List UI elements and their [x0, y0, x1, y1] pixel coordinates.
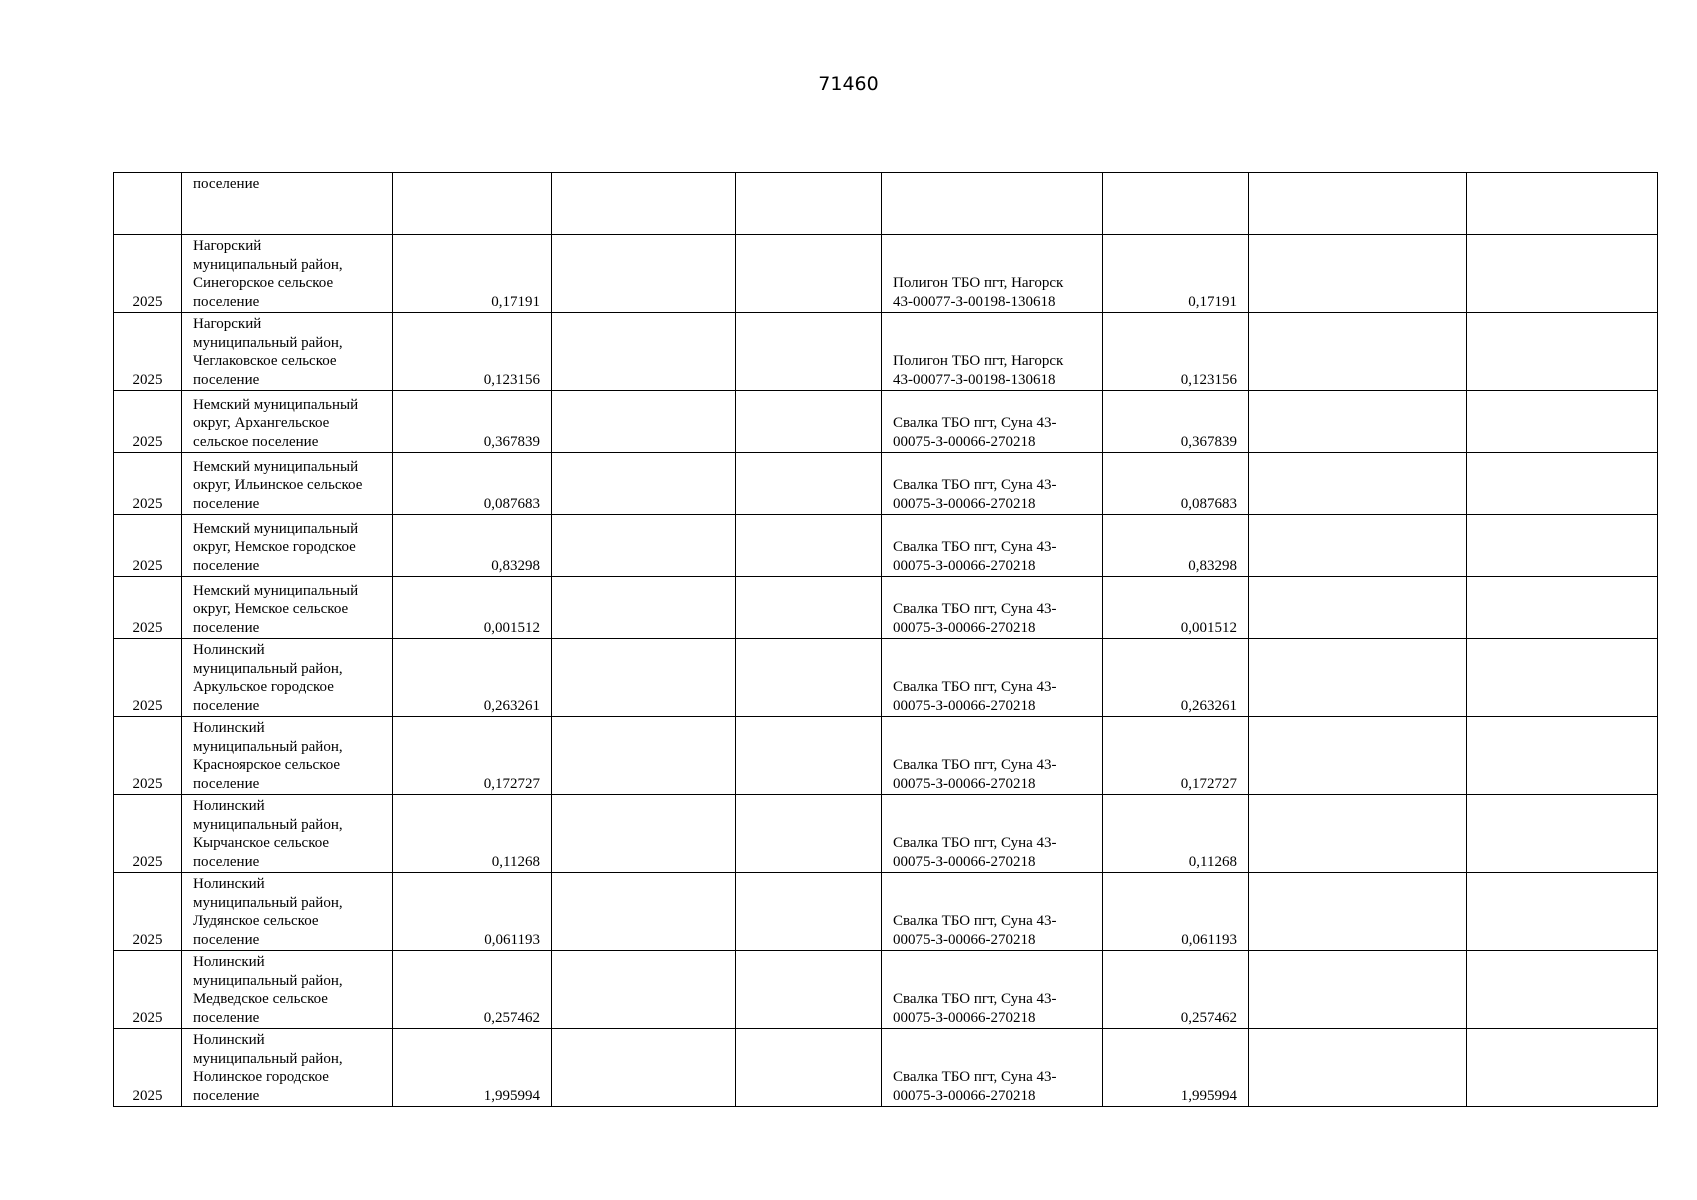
amount-cell: 0,367839: [393, 391, 552, 453]
empty-cell: [1467, 577, 1658, 639]
facility-cell: Свалка ТБО пгт, Суна 43- 00075-З-00066-270218: [882, 391, 1103, 453]
year-cell: 2025: [114, 795, 182, 873]
table-row: [114, 235, 1658, 313]
empty-cell: [1249, 453, 1467, 515]
empty-cell: [1249, 515, 1467, 577]
amount2-cell: 0,172727: [1103, 717, 1249, 795]
year-cell: [114, 173, 182, 235]
empty-cell: [1467, 639, 1658, 717]
empty-cell: [736, 173, 882, 235]
empty-cell: [736, 235, 882, 313]
amount-cell: 0,263261: [393, 639, 552, 717]
territory-cell: Нолинский муниципальный район, Медведское сельское поселение: [182, 951, 393, 1029]
empty-cell: [1249, 717, 1467, 795]
empty-cell: [1467, 795, 1658, 873]
facility-cell: Свалка ТБО пгт, Суна 43- 00075-З-00066-270218: [882, 453, 1103, 515]
empty-cell: [736, 515, 882, 577]
empty-cell: [736, 391, 882, 453]
amount2-cell: 0,17191: [1103, 235, 1249, 313]
territory-cell: Немский муниципальный округ, Немское сельское поселение: [182, 577, 393, 639]
amount-cell: 0,172727: [393, 717, 552, 795]
empty-cell: [736, 717, 882, 795]
territory-cell: Нагорский муниципальный район, Синегорское сельское поселение: [182, 235, 393, 313]
empty-cell: [1249, 1029, 1467, 1107]
empty-cell: [736, 951, 882, 1029]
empty-cell: [736, 453, 882, 515]
facility-cell: Полигон ТБО пгт, Нагорск 43-00077-З-00198-130618: [882, 235, 1103, 313]
table-body: [114, 173, 1658, 1107]
empty-cell: [552, 173, 736, 235]
table-row: [114, 873, 1658, 951]
territory-cell: Нолинский муниципальный район, Красноярское сельское поселение: [182, 717, 393, 795]
amount-cell: 1,995994: [393, 1029, 552, 1107]
facility-cell: Свалка ТБО пгт, Суна 43- 00075-З-00066-270218: [882, 951, 1103, 1029]
facility-cell: Свалка ТБО пгт, Суна 43- 00075-З-00066-270218: [882, 639, 1103, 717]
facility-cell: Свалка ТБО пгт, Суна 43- 00075-З-00066-270218: [882, 577, 1103, 639]
territory-cell: Нагорский муниципальный район, Чеглаковское сельское поселение: [182, 313, 393, 391]
table-row: [114, 639, 1658, 717]
empty-cell: [1249, 173, 1467, 235]
amount-cell: 0,83298: [393, 515, 552, 577]
empty-cell: [1467, 515, 1658, 577]
table-row: [114, 173, 1658, 235]
year-cell: 2025: [114, 577, 182, 639]
amount-cell: 0,087683: [393, 453, 552, 515]
empty-cell: [552, 391, 736, 453]
year-cell: 2025: [114, 515, 182, 577]
table-row: [114, 577, 1658, 639]
empty-cell: [1249, 951, 1467, 1029]
empty-cell: [1249, 639, 1467, 717]
empty-cell: [1467, 873, 1658, 951]
year-cell: 2025: [114, 235, 182, 313]
amount-cell: [393, 173, 552, 235]
amount2-cell: 0,257462: [1103, 951, 1249, 1029]
facility-cell: Полигон ТБО пгт, Нагорск 43-00077-З-00198-130618: [882, 313, 1103, 391]
empty-cell: [552, 515, 736, 577]
amount-cell: 0,11268: [393, 795, 552, 873]
year-cell: 2025: [114, 391, 182, 453]
table-row: [114, 1029, 1658, 1107]
facility-cell: [882, 173, 1103, 235]
territory-cell: Немский муниципальный округ, Ильинское сельское поселение: [182, 453, 393, 515]
facility-cell: Свалка ТБО пгт, Суна 43- 00075-З-00066-270218: [882, 873, 1103, 951]
table-row: [114, 717, 1658, 795]
year-cell: 2025: [114, 313, 182, 391]
empty-cell: [1467, 717, 1658, 795]
amount2-cell: 0,11268: [1103, 795, 1249, 873]
facility-cell: Свалка ТБО пгт, Суна 43- 00075-З-00066-270218: [882, 1029, 1103, 1107]
empty-cell: [552, 313, 736, 391]
facility-cell: Свалка ТБО пгт, Суна 43- 00075-З-00066-270218: [882, 795, 1103, 873]
empty-cell: [1249, 235, 1467, 313]
territory-cell: Немский муниципальный округ, Немское городское поселение: [182, 515, 393, 577]
empty-cell: [552, 639, 736, 717]
amount2-cell: 0,087683: [1103, 453, 1249, 515]
amount2-cell: 0,367839: [1103, 391, 1249, 453]
amount2-cell: 0,061193: [1103, 873, 1249, 951]
year-cell: 2025: [114, 453, 182, 515]
empty-cell: [1467, 235, 1658, 313]
empty-cell: [1467, 313, 1658, 391]
empty-cell: [1249, 795, 1467, 873]
year-cell: 2025: [114, 717, 182, 795]
amount-cell: 0,001512: [393, 577, 552, 639]
empty-cell: [1467, 173, 1658, 235]
amount2-cell: 0,83298: [1103, 515, 1249, 577]
empty-cell: [552, 577, 736, 639]
amount2-cell: 1,995994: [1103, 1029, 1249, 1107]
amount-cell: 0,123156: [393, 313, 552, 391]
empty-cell: [552, 235, 736, 313]
empty-cell: [552, 795, 736, 873]
empty-cell: [1249, 391, 1467, 453]
empty-cell: [736, 873, 882, 951]
empty-cell: [1249, 313, 1467, 391]
table-row: [114, 453, 1658, 515]
empty-cell: [552, 453, 736, 515]
empty-cell: [1249, 873, 1467, 951]
amount2-cell: 0,263261: [1103, 639, 1249, 717]
empty-cell: [736, 639, 882, 717]
territory-cell: Немский муниципальный округ, Архангельское сельское поселение: [182, 391, 393, 453]
page-number: 71460: [818, 73, 879, 95]
data-table: [113, 172, 1658, 1107]
amount2-cell: 0,123156: [1103, 313, 1249, 391]
year-cell: 2025: [114, 639, 182, 717]
empty-cell: [552, 717, 736, 795]
amount2-cell: 0,001512: [1103, 577, 1249, 639]
territory-cell: поселение: [182, 173, 393, 235]
amount-cell: 0,257462: [393, 951, 552, 1029]
amount-cell: 0,061193: [393, 873, 552, 951]
facility-cell: Свалка ТБО пгт, Суна 43- 00075-З-00066-270218: [882, 515, 1103, 577]
empty-cell: [1467, 1029, 1658, 1107]
year-cell: 2025: [114, 1029, 182, 1107]
territory-cell: Нолинский муниципальный район, Аркульское городское поселение: [182, 639, 393, 717]
table-row: [114, 515, 1658, 577]
empty-cell: [552, 873, 736, 951]
empty-cell: [1467, 391, 1658, 453]
table-row: [114, 313, 1658, 391]
territory-cell: Нолинский муниципальный район, Кырчанское сельское поселение: [182, 795, 393, 873]
table-row: [114, 795, 1658, 873]
amount-cell: 0,17191: [393, 235, 552, 313]
empty-cell: [1467, 453, 1658, 515]
empty-cell: [552, 951, 736, 1029]
empty-cell: [552, 1029, 736, 1107]
amount2-cell: [1103, 173, 1249, 235]
territory-cell: Нолинский муниципальный район, Нолинское городское поселение: [182, 1029, 393, 1107]
year-cell: 2025: [114, 951, 182, 1029]
territory-cell: Нолинский муниципальный район, Лудянское сельское поселение: [182, 873, 393, 951]
year-cell: 2025: [114, 873, 182, 951]
empty-cell: [736, 577, 882, 639]
empty-cell: [736, 795, 882, 873]
table-row: [114, 951, 1658, 1029]
table-row: [114, 391, 1658, 453]
empty-cell: [736, 313, 882, 391]
facility-cell: Свалка ТБО пгт, Суна 43- 00075-З-00066-270218: [882, 717, 1103, 795]
empty-cell: [1467, 951, 1658, 1029]
empty-cell: [1249, 577, 1467, 639]
empty-cell: [736, 1029, 882, 1107]
